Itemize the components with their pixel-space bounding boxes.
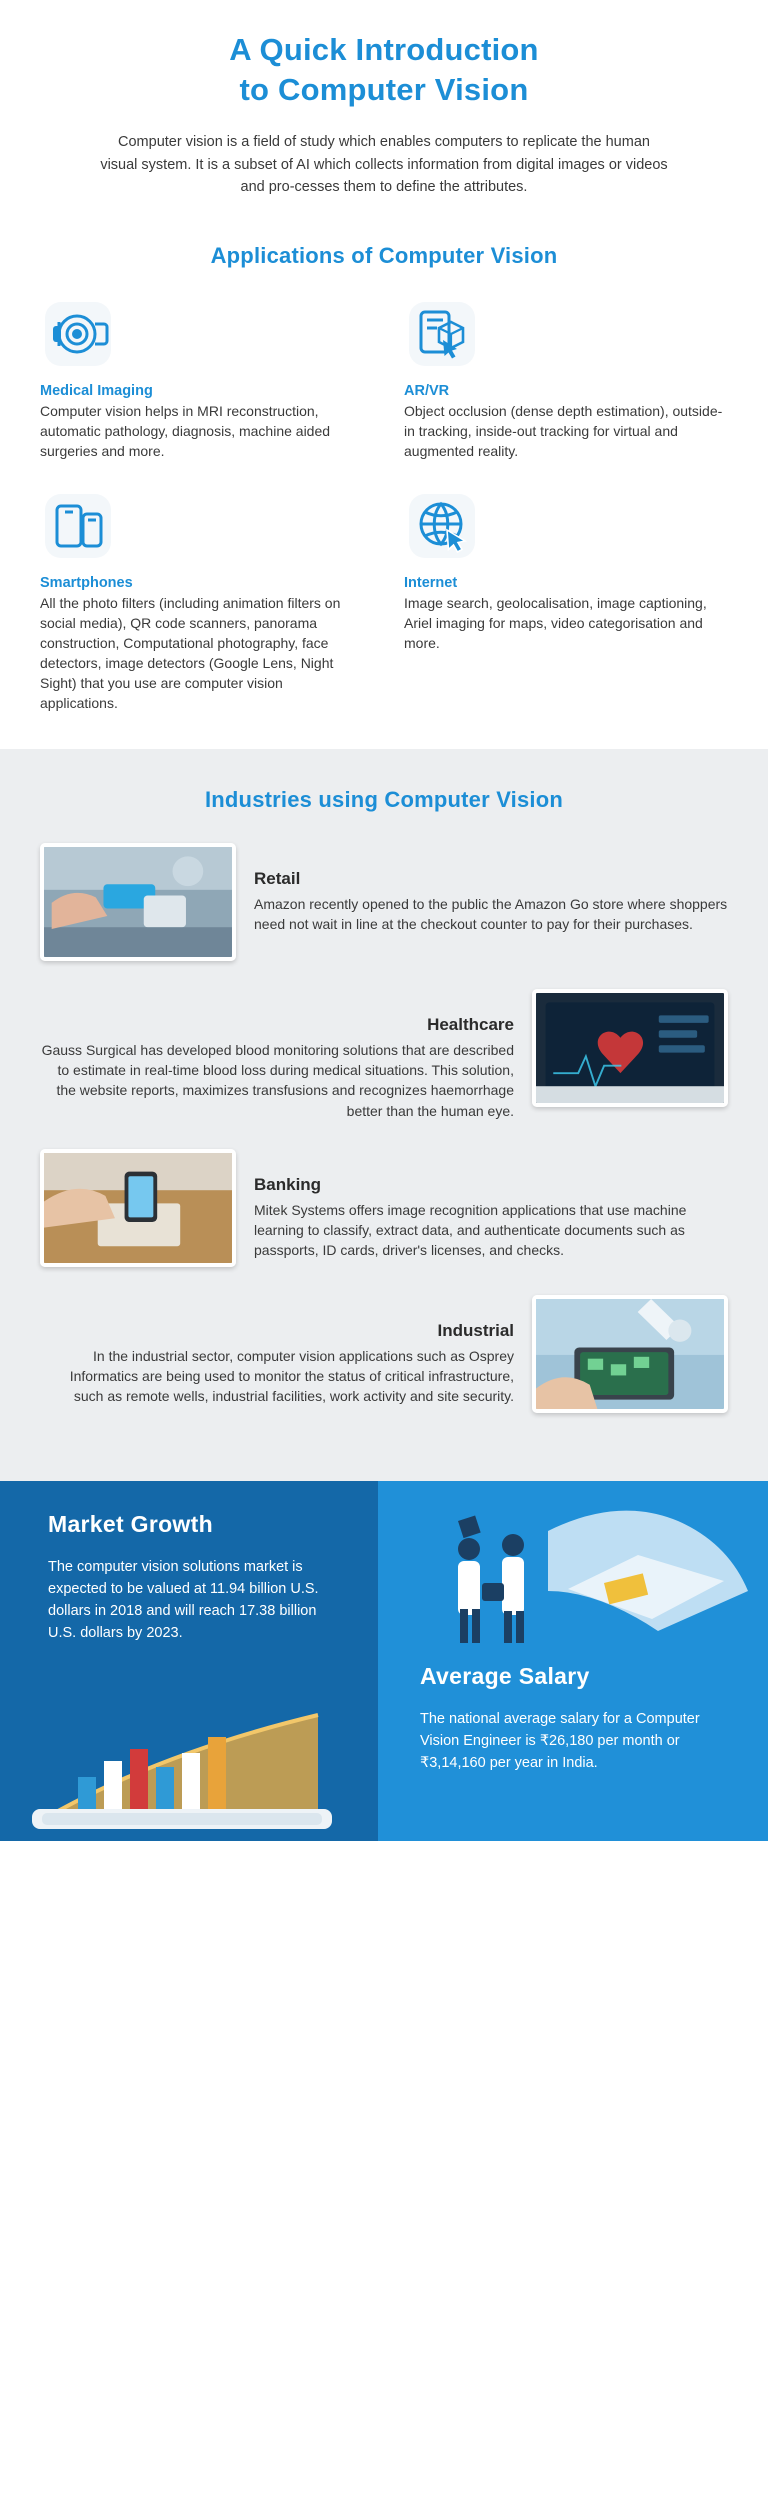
industry-row-industrial xyxy=(0,1295,768,1413)
medical-imaging-icon xyxy=(40,295,118,373)
application-title: Internet xyxy=(404,575,458,592)
ar-vr-icon xyxy=(404,295,482,373)
application-text: All the photo filters (including animation filters on social media), QR code scanners, panorama construction, Computational photography, face detectors, image detectors (Google Lens, Night Sight) that you use are computer vision applications. xyxy=(40,595,341,711)
application-item-ar-vr xyxy=(404,295,728,462)
application-item-smartphones xyxy=(40,487,364,713)
healthcare-heart-scan-photo xyxy=(532,989,728,1107)
industry-body xyxy=(40,989,514,1121)
average-salary-title: Average Salary xyxy=(420,1662,590,1689)
application-text: Computer vision helps in MRI reconstruction, automatic pathology, diagnosis, machine aided surgeries and more. xyxy=(40,402,331,459)
page-title-line1: A Quick Introduction xyxy=(229,32,539,67)
applications-grid xyxy=(0,295,768,749)
globe-cursor-icon xyxy=(404,487,482,565)
market-growth-text: The computer vision solutions market is expected to be valued at 11.94 billion U.S. dollars in 2018 and will reach 17.38 billion U.S. dollars by 2023. xyxy=(48,1558,319,1641)
industry-body xyxy=(40,1295,514,1407)
industry-row-banking xyxy=(0,1149,768,1267)
industrial-robot-tablet-photo xyxy=(532,1295,728,1413)
application-text: Image search, geolocalisation, image captioning, Ariel imaging for maps, video categorisation and more. xyxy=(404,595,707,652)
industry-title: Banking xyxy=(254,1174,322,1194)
industries-heading: Industries using Computer Vision xyxy=(204,786,564,812)
industry-text: In the industrial sector, computer vision applications such as Osprey Informatics are being used to monitor the status of critical infrastructure, such as remote wells, industrial facilities, work activity and site security. xyxy=(69,1347,514,1405)
industry-row-healthcare xyxy=(0,989,768,1121)
banking-phone-document-photo xyxy=(40,1149,236,1267)
page-title-line2: to Computer Vision xyxy=(239,71,529,107)
intro-paragraph: Computer vision is a field of study which enables computers to replicate the human visual system. It is a subset of AI which collects information from digital images or videos and pro-cesses them to define the attributes. xyxy=(100,134,668,196)
industry-row-retail xyxy=(0,843,768,961)
average-salary-panel xyxy=(378,1481,768,1841)
retail-card-payment-photo xyxy=(40,843,236,961)
application-item-medical-imaging xyxy=(40,295,364,462)
market-growth-chart-illustration xyxy=(18,1691,362,1841)
market-growth-title: Market Growth xyxy=(48,1510,213,1537)
application-title: AR/VR xyxy=(404,382,450,399)
industry-title: Industrial xyxy=(437,1320,514,1340)
application-title: Medical Imaging xyxy=(40,382,153,399)
intro-section xyxy=(0,0,768,209)
average-salary-text: The national average salary for a Computer Vision Engineer is ₹26,180 per month or ₹3,14,160 per year in India. xyxy=(420,1710,700,1771)
industry-text: Amazon recently opened to the public the Amazon Go store where shoppers need not wait in line at the checkout counter to pay for their purchases. xyxy=(254,895,728,932)
smartphone-icon xyxy=(40,487,118,565)
salary-text-block xyxy=(420,1663,742,1774)
industry-text: Mitek Systems offers image recognition applications that use machine learning to classify, extract data, and authenticate documents such as passports, ID cards, driver's licenses, and checks. xyxy=(254,1201,687,1259)
industry-title: Retail xyxy=(254,868,301,888)
salary-illustration xyxy=(398,1491,758,1681)
market-growth-panel xyxy=(0,1481,378,1841)
industry-title: Healthcare xyxy=(427,1014,514,1034)
industries-section xyxy=(0,749,768,1481)
applications-heading: Applications of Computer Vision xyxy=(210,242,558,268)
bottom-section xyxy=(0,1481,768,1841)
industry-text: Gauss Surgical has developed blood monitoring solutions that are described to estimate in real-time blood loss during medical situations. This solution, the website reports, maximizes transfusions and recognizes haemorrhage better than the human eye. xyxy=(41,1041,514,1119)
application-text: Object occlusion (dense depth estimation), outside-in tracking, inside-out tracking for virtual and augmented reality. xyxy=(404,402,723,459)
industry-body xyxy=(254,843,728,935)
page-title xyxy=(70,30,698,109)
application-title: Smartphones xyxy=(40,575,133,592)
application-item-internet xyxy=(404,487,728,713)
industry-body xyxy=(254,1149,728,1261)
